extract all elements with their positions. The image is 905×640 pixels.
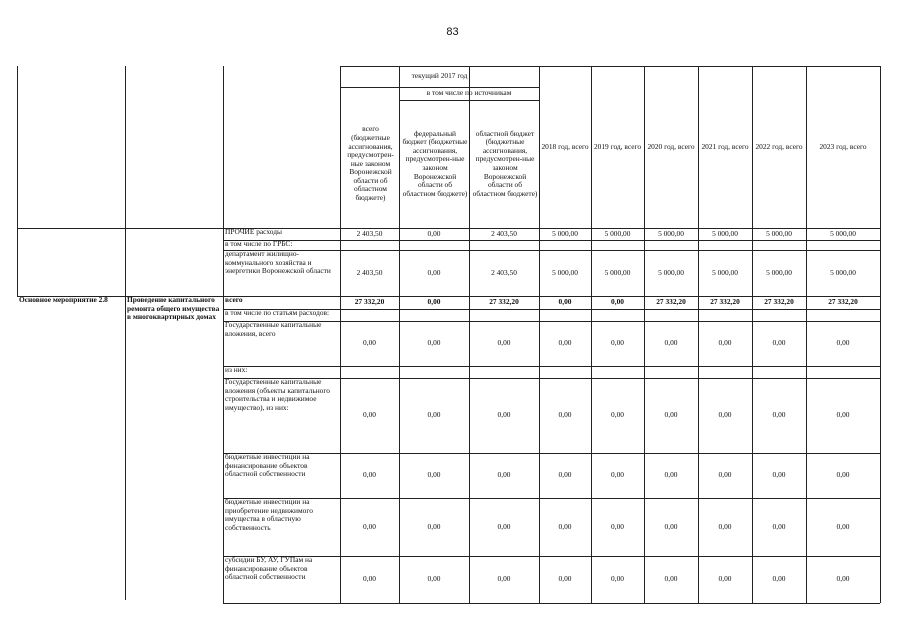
- table-row-label: департамент жилищно-коммунального хозяйства и энергетики Воронежской области: [225, 250, 331, 276]
- table-row-value: 0,00: [427, 228, 441, 238]
- header-federal: федеральный бюджет (бюджетные ассигнования, предусмотрен-ные законом Воронежской области об областном бюджете): [402, 128, 468, 198]
- table-row-value: 0,00: [611, 521, 624, 531]
- table-row-label: всего: [225, 296, 243, 304]
- table-row-value: 0,00: [427, 521, 441, 531]
- table-row-value: 0,00: [558, 338, 572, 348]
- header-current-year: текущий 2017 год: [411, 71, 468, 81]
- table-row-value: 5 000,00: [712, 228, 738, 238]
- table-row-value: 0,00: [718, 470, 732, 480]
- table-row-value: 0,00: [497, 470, 511, 480]
- table-row-value: 0,00: [611, 338, 624, 348]
- page-number: 83: [446, 26, 459, 38]
- table-row-value: 5 000,00: [830, 228, 856, 238]
- activity-code: Основное мероприятие 2.8: [19, 296, 108, 304]
- table-rule-horizontal: [223, 603, 880, 604]
- table-row-value: 5 000,00: [712, 267, 738, 277]
- table-row-value: 0,00: [664, 338, 678, 348]
- table-row-value: 0,00: [363, 470, 376, 480]
- table-row-value: 0,00: [558, 470, 572, 480]
- table-row-value: 0,00: [772, 470, 786, 480]
- table-row-value: 5 000,00: [604, 267, 631, 277]
- table-row-value: 2 403,50: [491, 228, 517, 238]
- table-row-value: 0,00: [497, 338, 511, 348]
- table-row-value: 0,00: [836, 521, 850, 531]
- table-row-value: 0,00: [664, 521, 678, 531]
- table-row-value: 0,00: [363, 521, 376, 531]
- table-row-value: 0,00: [363, 338, 376, 348]
- header-sources-group: в том числе по источникам: [426, 88, 512, 98]
- table-row-value: 0,00: [363, 574, 376, 584]
- table-row-value: 0,00: [664, 410, 678, 420]
- table-row-value: 0,00: [836, 338, 850, 348]
- table-row-label: ПРОЧИЕ расходы: [225, 228, 282, 236]
- header-y2021: 2021 год, всего: [701, 141, 749, 151]
- table-row-value: 0,00: [558, 521, 572, 531]
- table-row-value: 5 000,00: [830, 267, 856, 277]
- table-row-label: в том числе по статьям расходов:: [225, 309, 330, 317]
- table-row-value: 0,00: [497, 521, 511, 531]
- table-row-label: субсидии БУ, АУ, ГУПам на финансирование объектов областной собственности: [225, 556, 313, 582]
- table-row-value: 5 000,00: [604, 228, 631, 238]
- table-row-value: 0,00: [611, 410, 624, 420]
- table-row-value: 0,00: [427, 338, 441, 348]
- table-row-value: 0,00: [772, 338, 786, 348]
- table-row-value: 0,00: [611, 574, 624, 584]
- header-y2023: 2023 год, всего: [819, 141, 867, 151]
- table-row-value: 5 000,00: [658, 228, 684, 238]
- header-regional: областной бюджет (бюджетные ассигнования, предусмотрен-ные законом Воронежской области об областном бюджете): [472, 128, 538, 198]
- table-row-value: 2 403,50: [356, 267, 383, 277]
- table-row-value: 2 403,50: [491, 267, 517, 277]
- table-row-value: 0,00: [497, 574, 511, 584]
- table-row-value: 5 000,00: [552, 267, 578, 277]
- table-row-value: 0,00: [558, 574, 572, 584]
- table-row-value: 0,00: [664, 470, 678, 480]
- table-row-value: 5 000,00: [766, 228, 792, 238]
- table-rule-vertical: [880, 66, 881, 603]
- table-row-label: в том числе по ГРБС:: [225, 240, 293, 248]
- table-row-value: 0,00: [718, 574, 732, 584]
- table-row-value: 0,00: [611, 297, 624, 307]
- table-row-value: 0,00: [718, 410, 732, 420]
- table-row-value: 27 332,20: [656, 297, 686, 307]
- table-row-value: 0,00: [836, 410, 850, 420]
- table-row-value: 0,00: [772, 574, 786, 584]
- table-row-value: 0,00: [611, 470, 624, 480]
- header-y2018: 2018 год, всего: [541, 141, 589, 151]
- table-row-value: 5 000,00: [658, 267, 684, 277]
- header-y2019: 2019 год, всего: [593, 141, 642, 151]
- table-row-label: бюджетные инвестиции на приобретение недвижимого имущества в областную собственность: [225, 498, 313, 532]
- table-row-value: 0,00: [772, 521, 786, 531]
- table-rule-vertical: [17, 66, 18, 296]
- table-row-label: Государственные капитальные вложения (объекты капитального строительства и недвижимое имущество), из них:: [225, 378, 330, 412]
- table-row-value: 0,00: [772, 410, 786, 420]
- activity-name: Проведение капитального ремонта общего имущества в многоквартирных домах: [127, 296, 220, 322]
- table-row-value: 5 000,00: [552, 228, 578, 238]
- header-y2020: 2020 год, всего: [647, 141, 695, 151]
- table-row-value: 27 332,20: [828, 297, 858, 307]
- table-row-value: 0,00: [497, 410, 511, 420]
- table-row-value: 0,00: [558, 410, 572, 420]
- table-row-value: 0,00: [718, 521, 732, 531]
- header-y2022: 2022 год, всего: [755, 141, 803, 151]
- table-row-value: 0,00: [427, 410, 441, 420]
- table-row-label: бюджетные инвестиции на финансирование объектов областной собственности: [225, 453, 310, 479]
- table-row-value: 0,00: [363, 410, 376, 420]
- table-row-value: 2 403,50: [356, 228, 383, 238]
- table-row-value: 0,00: [718, 338, 732, 348]
- table-row-label: из них:: [225, 366, 248, 374]
- table-row-value: 0,00: [427, 267, 441, 277]
- table-row-value: 27 332,20: [710, 297, 740, 307]
- table-row-value: 0,00: [427, 297, 441, 307]
- table-row-value: 27 332,20: [764, 297, 794, 307]
- table-row-value: 0,00: [664, 574, 678, 584]
- table-row-value: 27 332,20: [354, 297, 385, 307]
- table-row-value: 27 332,20: [489, 297, 519, 307]
- table-row-value: 0,00: [836, 574, 850, 584]
- table-row-value: 5 000,00: [766, 267, 792, 277]
- table-row-value: 0,00: [427, 574, 441, 584]
- table-row-value: 0,00: [427, 470, 441, 480]
- table-row-value: 0,00: [836, 470, 850, 480]
- table-row-label: Государственные капитальные вложения, всего: [225, 321, 322, 338]
- table-row-value: 0,00: [558, 297, 572, 307]
- header-total: всего (бюджетные ассигнования, предусмотрен-ные законом Воронежской области об областном бюджете): [347, 124, 394, 203]
